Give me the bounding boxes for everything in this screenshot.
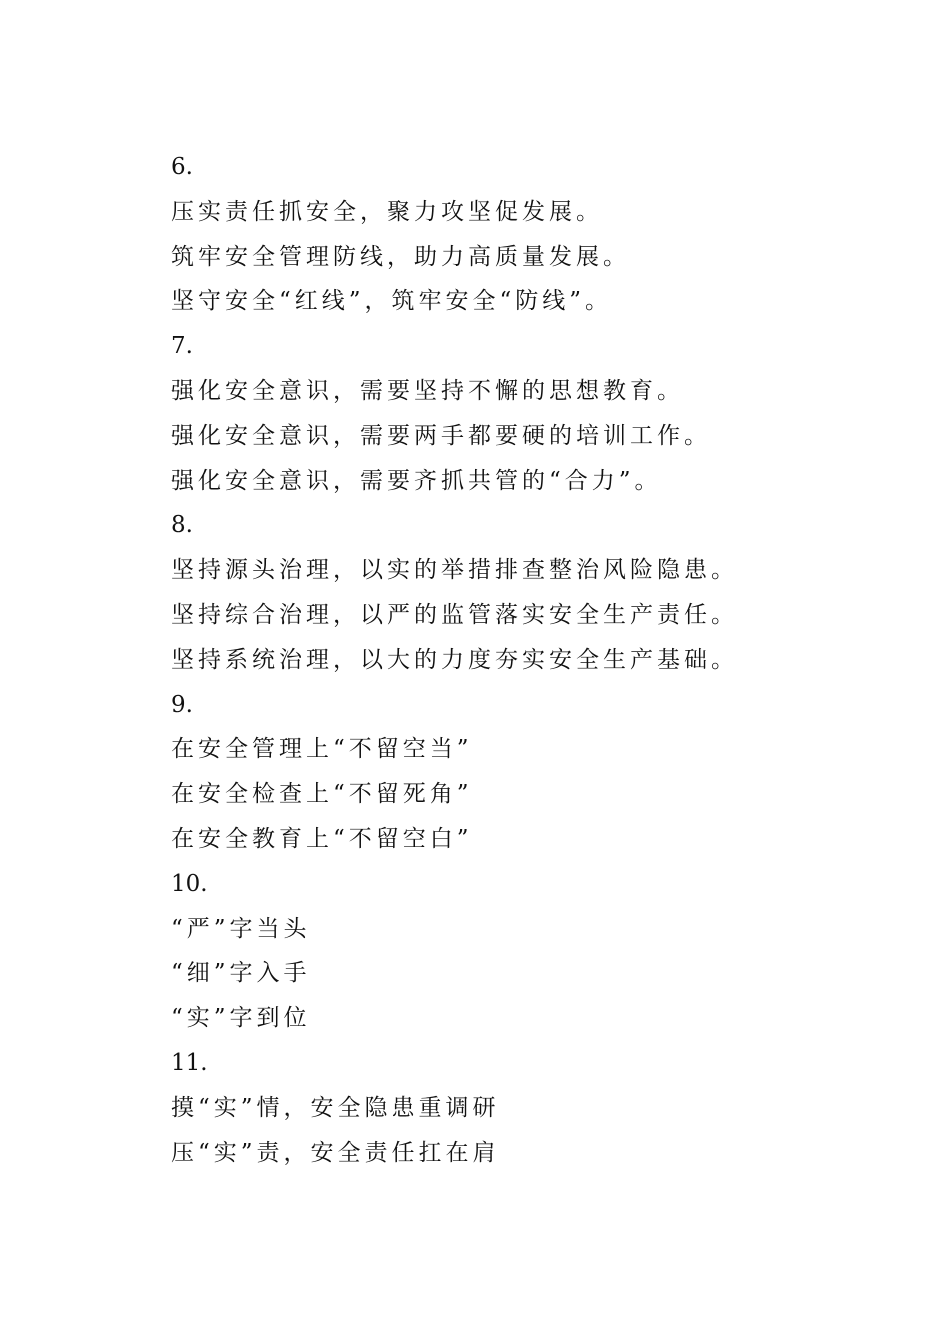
text-line: 强化安全意识，需要两手都要硬的培训工作。 (171, 422, 711, 449)
document-body (171, 145, 871, 1175)
text-line: 坚持系统治理，以大的力度夯实安全生产基础。 (171, 646, 738, 673)
text-line: 强化安全意识，需要齐抓共管的“合力”。 (171, 467, 662, 494)
text-line: 在安全检查上“不留死角” (171, 781, 473, 808)
section-number: 8. (171, 512, 193, 539)
text-line: “实”字到位 (171, 1005, 311, 1032)
text-line: 坚守安全“红线”，筑牢安全“防线”。 (171, 288, 613, 315)
section-number: 11. (171, 1049, 208, 1076)
section-number: 6. (171, 154, 193, 180)
text-line: 筑牢安全管理防线，助力高质量发展。 (171, 243, 630, 270)
section-number: 10. (171, 870, 208, 897)
text-line: 强化安全意识，需要坚持不懈的思想教育。 (171, 377, 684, 404)
text-line: 坚持源头治理，以实的举措排查整治风险隐患。 (171, 557, 738, 584)
text-line: 压实责任抓安全，聚力攻坚促发展。 (171, 198, 603, 225)
text-line: 在安全管理上“不留空当” (171, 736, 473, 763)
section-number: 7. (171, 333, 193, 360)
text-line: 压“实”责，安全责任扛在肩 (171, 1139, 500, 1166)
section-number: 9. (171, 691, 193, 718)
text-line: “严”字当头 (171, 915, 311, 942)
text-line: 在安全教育上“不留空白” (171, 825, 473, 852)
text-line: 摸“实”情，安全隐患重调研 (171, 1094, 500, 1121)
text-line: “细”字入手 (171, 960, 311, 987)
text-line: 坚持综合治理，以严的监管落实安全生产责任。 (171, 601, 738, 628)
